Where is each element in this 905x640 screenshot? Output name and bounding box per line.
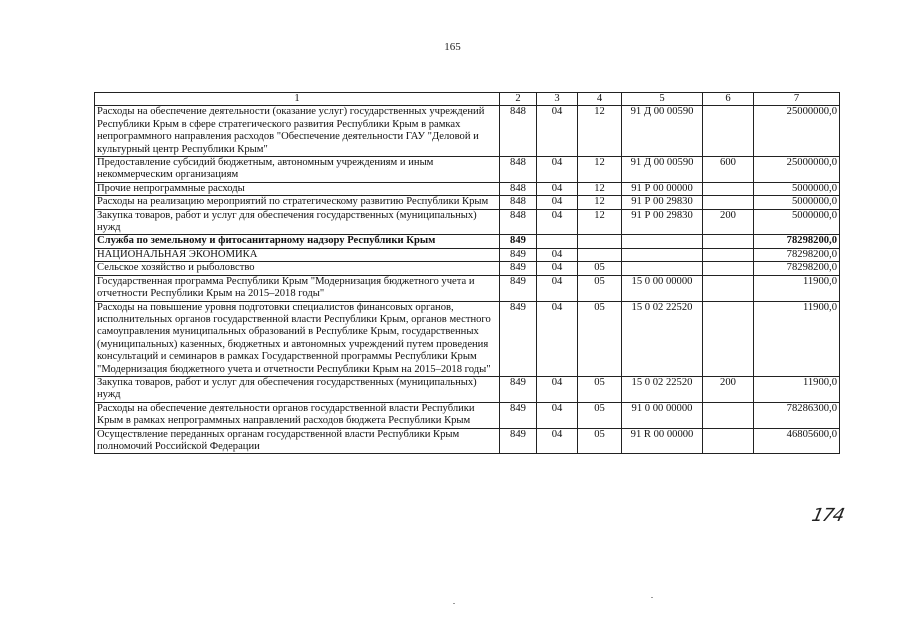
cell-type [703, 428, 754, 454]
cell-section: 04 [537, 301, 578, 376]
cell-section: 04 [537, 182, 578, 195]
cell-code: 848 [500, 157, 537, 183]
cell-type [703, 182, 754, 195]
cell-subsection: 12 [578, 157, 622, 183]
cell-type: 600 [703, 157, 754, 183]
table-row [95, 376, 840, 402]
cell-section: 04 [537, 157, 578, 183]
cell-section: 04 [537, 262, 578, 275]
table-row [95, 196, 840, 209]
cell-subsection: 05 [578, 402, 622, 428]
header-cell: 2 [500, 93, 537, 106]
cell-target: 91 0 00 00000 [622, 402, 703, 428]
table-row [95, 157, 840, 183]
cell-subsection: 12 [578, 182, 622, 195]
cell-target [622, 248, 703, 261]
cell-type [703, 402, 754, 428]
scan-speck [453, 603, 455, 604]
cell-type [703, 248, 754, 261]
cell-subsection: 05 [578, 262, 622, 275]
table-row [95, 106, 840, 157]
cell-section: 04 [537, 376, 578, 402]
handwritten-page-mark: 174 [809, 505, 846, 526]
table-header-row [95, 93, 840, 106]
table-row [95, 235, 840, 248]
header-cell: 1 [95, 93, 500, 106]
cell-amount: 78298200,0 [754, 235, 840, 248]
cell-section: 04 [537, 106, 578, 157]
cell-name: Государственная программа Республики Крым "Модернизация бюджетного учета и отчетности Республики Крым на 2015–2018 годы" [95, 275, 500, 301]
cell-target: 91 Д 00 00590 [622, 106, 703, 157]
cell-section: 04 [537, 196, 578, 209]
cell-name: Сельское хозяйство и рыболовство [95, 262, 500, 275]
cell-type [703, 196, 754, 209]
table-row [95, 248, 840, 261]
cell-subsection: 05 [578, 376, 622, 402]
cell-subsection: 12 [578, 106, 622, 157]
budget-table [94, 92, 840, 454]
cell-type [703, 262, 754, 275]
cell-amount: 78286300,0 [754, 402, 840, 428]
cell-amount: 11900,0 [754, 376, 840, 402]
cell-subsection: 12 [578, 209, 622, 235]
cell-target: 91 Р 00 29830 [622, 209, 703, 235]
cell-target: 15 0 00 00000 [622, 275, 703, 301]
table-body [95, 93, 840, 454]
cell-type [703, 106, 754, 157]
cell-code: 849 [500, 376, 537, 402]
cell-amount: 25000000,0 [754, 106, 840, 157]
cell-amount: 46805600,0 [754, 428, 840, 454]
cell-amount: 25000000,0 [754, 157, 840, 183]
scan-speck [651, 597, 653, 598]
cell-section: 04 [537, 248, 578, 261]
cell-type: 200 [703, 376, 754, 402]
header-cell: 4 [578, 93, 622, 106]
cell-name: Осуществление переданных органам государственной власти Республики Крым полномочий Российской Федерации [95, 428, 500, 454]
cell-type [703, 235, 754, 248]
cell-subsection: 12 [578, 196, 622, 209]
cell-target [622, 235, 703, 248]
cell-code: 849 [500, 402, 537, 428]
header-cell: 6 [703, 93, 754, 106]
cell-name: Прочие непрограммные расходы [95, 182, 500, 195]
cell-target: 91 R 00 00000 [622, 428, 703, 454]
cell-amount: 5000000,0 [754, 209, 840, 235]
cell-type [703, 301, 754, 376]
cell-target: 15 0 02 22520 [622, 301, 703, 376]
cell-name: Расходы на обеспечение деятельности органов государственной власти Республики Крым в рамках непрограммных направлений расходов бюджета Республики Крым [95, 402, 500, 428]
cell-section: 04 [537, 402, 578, 428]
cell-amount: 78298200,0 [754, 262, 840, 275]
cell-name: Расходы на реализацию мероприятий по стратегическому развитию Республики Крым [95, 196, 500, 209]
page-number: 165 [444, 41, 461, 53]
cell-section [537, 235, 578, 248]
cell-subsection: 05 [578, 275, 622, 301]
cell-type [703, 275, 754, 301]
table-row [95, 262, 840, 275]
cell-code: 848 [500, 209, 537, 235]
cell-code: 849 [500, 262, 537, 275]
cell-name: Расходы на обеспечение деятельности (оказание услуг) государственных учреждений Республики Крым в сфере стратегического развития Республики Крым в рамках непрограммного направления расходов "Обеспечение деятельности ГАУ "Деловой и культурный центр Республики Крым" [95, 106, 500, 157]
cell-amount: 5000000,0 [754, 182, 840, 195]
cell-subsection: 05 [578, 301, 622, 376]
cell-amount: 5000000,0 [754, 196, 840, 209]
table-row [95, 275, 840, 301]
cell-target: 91 Р 00 29830 [622, 196, 703, 209]
header-cell: 5 [622, 93, 703, 106]
table-row [95, 428, 840, 454]
cell-target: 91 Р 00 00000 [622, 182, 703, 195]
cell-amount: 11900,0 [754, 275, 840, 301]
cell-amount: 11900,0 [754, 301, 840, 376]
cell-subsection [578, 235, 622, 248]
cell-target: 15 0 02 22520 [622, 376, 703, 402]
cell-name: НАЦИОНАЛЬНАЯ ЭКОНОМИКА [95, 248, 500, 261]
cell-subsection: 05 [578, 428, 622, 454]
cell-code: 848 [500, 182, 537, 195]
cell-section: 04 [537, 275, 578, 301]
cell-code: 848 [500, 106, 537, 157]
cell-code: 849 [500, 301, 537, 376]
cell-name: Закупка товаров, работ и услуг для обеспечения государственных (муниципальных) нужд [95, 209, 500, 235]
cell-target: 91 Д 00 00590 [622, 157, 703, 183]
cell-name: Служба по земельному и фитосанитарному надзору Республики Крым [95, 235, 500, 248]
cell-amount: 78298200,0 [754, 248, 840, 261]
cell-name: Предоставление субсидий бюджетным, автономным учреждениям и иным некоммерческим организациям [95, 157, 500, 183]
table-row [95, 182, 840, 195]
header-cell: 3 [537, 93, 578, 106]
cell-name: Закупка товаров, работ и услуг для обеспечения государственных (муниципальных) нужд [95, 376, 500, 402]
table-row [95, 301, 840, 376]
cell-code: 849 [500, 275, 537, 301]
cell-code: 849 [500, 248, 537, 261]
cell-section: 04 [537, 209, 578, 235]
cell-type: 200 [703, 209, 754, 235]
cell-code: 849 [500, 235, 537, 248]
cell-target [622, 262, 703, 275]
cell-subsection [578, 248, 622, 261]
cell-name: Расходы на повышение уровня подготовки специалистов финансовых органов, исполнительных органов государственной власти Республики Крым, органов местного самоуправления муниципальных образований в Республике Крым, государственных (муниципальных) казенных, бюджетных и автономных учреждений путем проведения консультаций и семинаров в рамках Государственной программы Республики Крым "Модернизация бюджетного учета и отчетности Республики Крым на 2015–2018 годы" [95, 301, 500, 376]
table-row [95, 402, 840, 428]
cell-code: 848 [500, 196, 537, 209]
cell-code: 849 [500, 428, 537, 454]
cell-section: 04 [537, 428, 578, 454]
table-row [95, 209, 840, 235]
header-cell: 7 [754, 93, 840, 106]
